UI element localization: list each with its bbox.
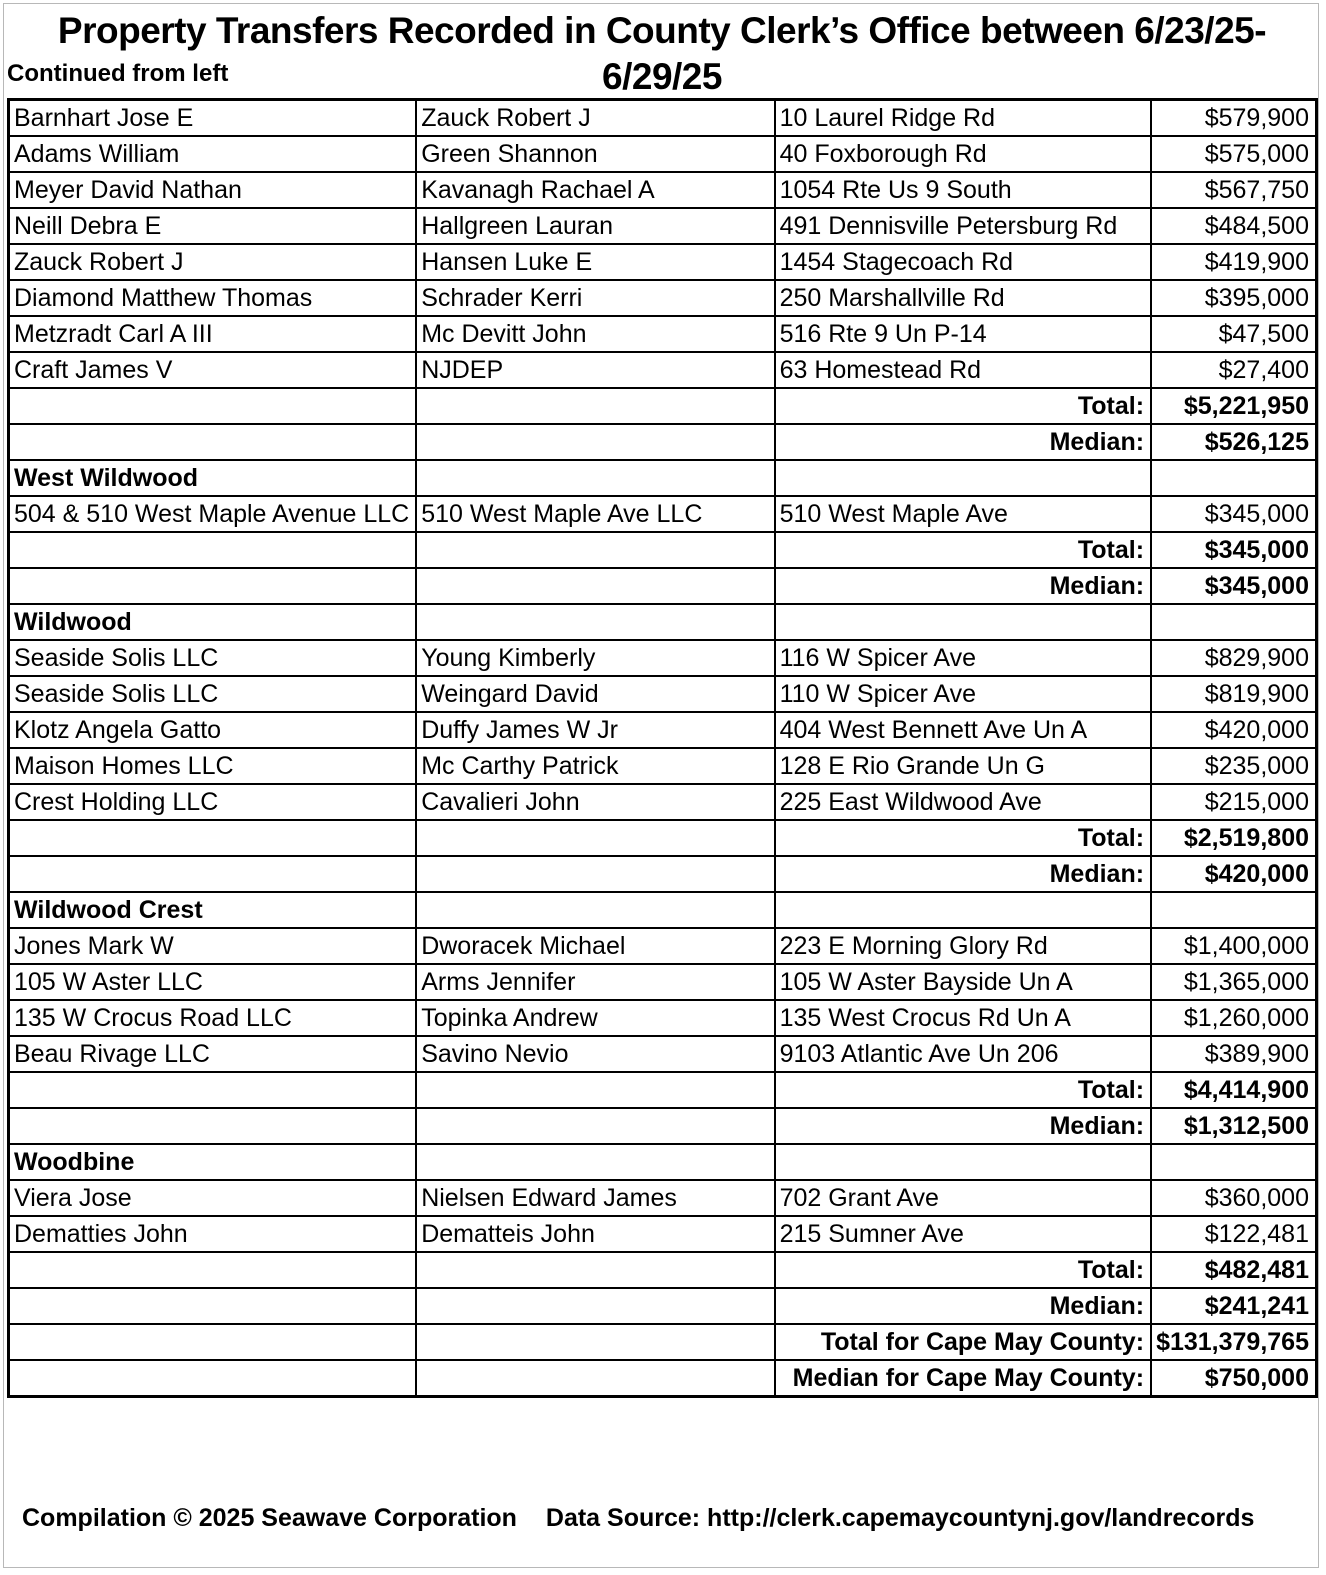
empty-cell bbox=[416, 1072, 774, 1108]
continued-note: Continued from left bbox=[7, 60, 229, 87]
grantor-cell: Seaside Solis LLC bbox=[9, 676, 417, 712]
empty-cell bbox=[416, 892, 774, 928]
price-cell: $47,500 bbox=[1151, 316, 1316, 352]
grantor-cell: Crest Holding LLC bbox=[9, 784, 417, 820]
grantor-cell: Jones Mark W bbox=[9, 928, 417, 964]
grantee-cell: Mc Devitt John bbox=[416, 316, 774, 352]
town-header-row bbox=[9, 1144, 1317, 1180]
grantor-cell: Dematties John bbox=[9, 1216, 417, 1252]
table-row bbox=[9, 244, 1317, 280]
town-name: Wildwood Crest bbox=[9, 892, 417, 928]
grantor-cell: Seaside Solis LLC bbox=[9, 640, 417, 676]
price-cell: $575,000 bbox=[1151, 136, 1316, 172]
summary-value: $241,241 bbox=[1151, 1288, 1316, 1324]
table-row bbox=[9, 136, 1317, 172]
price-cell: $420,000 bbox=[1151, 712, 1316, 748]
address-cell: 63 Homestead Rd bbox=[775, 352, 1151, 388]
empty-cell bbox=[9, 1072, 417, 1108]
summary-label: Total: bbox=[775, 1252, 1151, 1288]
price-cell: $567,750 bbox=[1151, 172, 1316, 208]
table-row bbox=[9, 172, 1317, 208]
address-cell: 40 Foxborough Rd bbox=[775, 136, 1151, 172]
empty-cell bbox=[416, 1288, 774, 1324]
grantee-cell: Topinka Andrew bbox=[416, 1000, 774, 1036]
address-cell: 225 East Wildwood Ave bbox=[775, 784, 1151, 820]
grantor-cell: 135 W Crocus Road LLC bbox=[9, 1000, 417, 1036]
empty-cell bbox=[416, 388, 774, 424]
table-row bbox=[9, 928, 1317, 964]
grantor-cell: Metzradt Carl A III bbox=[9, 316, 417, 352]
price-cell: $829,900 bbox=[1151, 640, 1316, 676]
grantor-cell: Meyer David Nathan bbox=[9, 172, 417, 208]
address-cell: 128 E Rio Grande Un G bbox=[775, 748, 1151, 784]
grantee-cell: Savino Nevio bbox=[416, 1036, 774, 1072]
summary-value: $4,414,900 bbox=[1151, 1072, 1316, 1108]
summary-value: $1,312,500 bbox=[1151, 1108, 1316, 1144]
grantee-cell: NJDEP bbox=[416, 352, 774, 388]
address-cell: 9103 Atlantic Ave Un 206 bbox=[775, 1036, 1151, 1072]
summary-label: Median: bbox=[775, 568, 1151, 604]
address-cell: 1054 Rte Us 9 South bbox=[775, 172, 1151, 208]
page-title: Property Transfers Recorded in County Clerk’s Office between 6/23/25-6/29/25 bbox=[57, 10, 1267, 97]
grantor-cell: Diamond Matthew Thomas bbox=[9, 280, 417, 316]
table-row bbox=[9, 100, 1317, 137]
grantee-cell: Weingard David bbox=[416, 676, 774, 712]
grantor-cell: Maison Homes LLC bbox=[9, 748, 417, 784]
summary-value: $482,481 bbox=[1151, 1252, 1316, 1288]
price-cell: $1,365,000 bbox=[1151, 964, 1316, 1000]
empty-cell bbox=[416, 532, 774, 568]
empty-cell bbox=[1151, 460, 1316, 496]
price-cell: $1,260,000 bbox=[1151, 1000, 1316, 1036]
summary-row bbox=[9, 820, 1317, 856]
document-page bbox=[3, 3, 1319, 1568]
summary-row bbox=[9, 1360, 1317, 1397]
transfers-table-body bbox=[9, 100, 1317, 1397]
summary-value: $5,221,950 bbox=[1151, 388, 1316, 424]
price-cell: $419,900 bbox=[1151, 244, 1316, 280]
table-row bbox=[9, 1180, 1317, 1216]
table-row bbox=[9, 712, 1317, 748]
summary-label: Median: bbox=[775, 856, 1151, 892]
summary-label: Total for Cape May County: bbox=[775, 1324, 1151, 1360]
address-cell: 105 W Aster Bayside Un A bbox=[775, 964, 1151, 1000]
grantee-cell: Cavalieri John bbox=[416, 784, 774, 820]
summary-row bbox=[9, 424, 1317, 460]
grantee-cell: Young Kimberly bbox=[416, 640, 774, 676]
grantee-cell: Nielsen Edward James bbox=[416, 1180, 774, 1216]
empty-cell bbox=[416, 856, 774, 892]
empty-cell bbox=[9, 568, 417, 604]
grantor-cell: Viera Jose bbox=[9, 1180, 417, 1216]
address-cell: 110 W Spicer Ave bbox=[775, 676, 1151, 712]
town-name: West Wildwood bbox=[9, 460, 417, 496]
price-cell: $389,900 bbox=[1151, 1036, 1316, 1072]
summary-row bbox=[9, 532, 1317, 568]
footer bbox=[22, 1502, 1254, 1534]
summary-value: $2,519,800 bbox=[1151, 820, 1316, 856]
price-cell: $215,000 bbox=[1151, 784, 1316, 820]
table-row bbox=[9, 640, 1317, 676]
table-row bbox=[9, 964, 1317, 1000]
empty-cell bbox=[775, 1144, 1151, 1180]
summary-row bbox=[9, 388, 1317, 424]
address-cell: 510 West Maple Ave bbox=[775, 496, 1151, 532]
address-cell: 215 Sumner Ave bbox=[775, 1216, 1151, 1252]
price-cell: $484,500 bbox=[1151, 208, 1316, 244]
copyright-text: Compilation © 2025 Seawave Corporation bbox=[22, 1504, 517, 1532]
summary-row bbox=[9, 856, 1317, 892]
empty-cell bbox=[9, 820, 417, 856]
summary-label: Median: bbox=[775, 424, 1151, 460]
grantee-cell: Arms Jennifer bbox=[416, 964, 774, 1000]
grantee-cell: Green Shannon bbox=[416, 136, 774, 172]
empty-cell bbox=[1151, 1144, 1316, 1180]
grantee-cell: Duffy James W Jr bbox=[416, 712, 774, 748]
empty-cell bbox=[9, 1288, 417, 1324]
summary-label: Total: bbox=[775, 388, 1151, 424]
grantor-cell: 504 & 510 West Maple Avenue LLC bbox=[9, 496, 417, 532]
address-cell: 135 West Crocus Rd Un A bbox=[775, 1000, 1151, 1036]
grantor-cell: Barnhart Jose E bbox=[9, 100, 417, 137]
town-name: Wildwood bbox=[9, 604, 417, 640]
table-row bbox=[9, 1000, 1317, 1036]
summary-label: Median for Cape May County: bbox=[775, 1360, 1151, 1397]
summary-label: Median: bbox=[775, 1108, 1151, 1144]
table-row bbox=[9, 1036, 1317, 1072]
summary-label: Total: bbox=[775, 532, 1151, 568]
address-cell: 116 W Spicer Ave bbox=[775, 640, 1151, 676]
empty-cell bbox=[416, 460, 774, 496]
empty-cell bbox=[9, 388, 417, 424]
grantor-cell: 105 W Aster LLC bbox=[9, 964, 417, 1000]
empty-cell bbox=[775, 460, 1151, 496]
table-row bbox=[9, 496, 1317, 532]
grantee-cell: Schrader Kerri bbox=[416, 280, 774, 316]
town-name: Woodbine bbox=[9, 1144, 417, 1180]
grantee-cell: 510 West Maple Ave LLC bbox=[416, 496, 774, 532]
price-cell: $819,900 bbox=[1151, 676, 1316, 712]
empty-cell bbox=[1151, 604, 1316, 640]
address-cell: 250 Marshallville Rd bbox=[775, 280, 1151, 316]
price-cell: $122,481 bbox=[1151, 1216, 1316, 1252]
empty-cell bbox=[416, 1252, 774, 1288]
empty-cell bbox=[416, 1108, 774, 1144]
table-row bbox=[9, 1216, 1317, 1252]
empty-cell bbox=[1151, 892, 1316, 928]
table-row bbox=[9, 676, 1317, 712]
empty-cell bbox=[775, 892, 1151, 928]
summary-value: $420,000 bbox=[1151, 856, 1316, 892]
transfers-table bbox=[7, 98, 1318, 1398]
empty-cell bbox=[416, 820, 774, 856]
price-cell: $1,400,000 bbox=[1151, 928, 1316, 964]
price-cell: $345,000 bbox=[1151, 496, 1316, 532]
grantee-cell: Dematteis John bbox=[416, 1216, 774, 1252]
summary-row bbox=[9, 1324, 1317, 1360]
summary-row bbox=[9, 1252, 1317, 1288]
summary-label: Median: bbox=[775, 1288, 1151, 1324]
summary-value: $345,000 bbox=[1151, 568, 1316, 604]
grantor-cell: Adams William bbox=[9, 136, 417, 172]
empty-cell bbox=[9, 1324, 417, 1360]
grantor-cell: Beau Rivage LLC bbox=[9, 1036, 417, 1072]
summary-label: Total: bbox=[775, 820, 1151, 856]
empty-cell bbox=[9, 1252, 417, 1288]
address-cell: 491 Dennisville Petersburg Rd bbox=[775, 208, 1151, 244]
table-row bbox=[9, 208, 1317, 244]
summary-row bbox=[9, 1288, 1317, 1324]
empty-cell bbox=[775, 604, 1151, 640]
data-source-text: Data Source: http://clerk.capemaycountynj.gov/landrecords bbox=[545, 1504, 1255, 1532]
empty-cell bbox=[416, 1144, 774, 1180]
empty-cell bbox=[9, 532, 417, 568]
grantor-cell: Klotz Angela Gatto bbox=[9, 712, 417, 748]
grantee-cell: Hallgreen Lauran bbox=[416, 208, 774, 244]
empty-cell bbox=[416, 1324, 774, 1360]
price-cell: $579,900 bbox=[1151, 100, 1316, 137]
price-cell: $235,000 bbox=[1151, 748, 1316, 784]
summary-row bbox=[9, 1072, 1317, 1108]
grantee-cell: Hansen Luke E bbox=[416, 244, 774, 280]
summary-value: $526,125 bbox=[1151, 424, 1316, 460]
grantor-cell: Neill Debra E bbox=[9, 208, 417, 244]
empty-cell bbox=[9, 1108, 417, 1144]
empty-cell bbox=[416, 568, 774, 604]
address-cell: 10 Laurel Ridge Rd bbox=[775, 100, 1151, 137]
grantor-cell: Zauck Robert J bbox=[9, 244, 417, 280]
grantee-cell: Dworacek Michael bbox=[416, 928, 774, 964]
town-header-row bbox=[9, 460, 1317, 496]
summary-value: $345,000 bbox=[1151, 532, 1316, 568]
address-cell: 404 West Bennett Ave Un A bbox=[775, 712, 1151, 748]
empty-cell bbox=[416, 1360, 774, 1397]
address-cell: 1454 Stagecoach Rd bbox=[775, 244, 1151, 280]
grantor-cell: Craft James V bbox=[9, 352, 417, 388]
table-row bbox=[9, 280, 1317, 316]
grantee-cell: Kavanagh Rachael A bbox=[416, 172, 774, 208]
table-row bbox=[9, 316, 1317, 352]
price-cell: $360,000 bbox=[1151, 1180, 1316, 1216]
table-row bbox=[9, 784, 1317, 820]
town-header-row bbox=[9, 892, 1317, 928]
empty-cell bbox=[416, 604, 774, 640]
empty-cell bbox=[9, 424, 417, 460]
empty-cell bbox=[9, 856, 417, 892]
price-cell: $27,400 bbox=[1151, 352, 1316, 388]
summary-row bbox=[9, 568, 1317, 604]
address-cell: 702 Grant Ave bbox=[775, 1180, 1151, 1216]
grantee-cell: Zauck Robert J bbox=[416, 100, 774, 137]
table-row bbox=[9, 352, 1317, 388]
address-cell: 223 E Morning Glory Rd bbox=[775, 928, 1151, 964]
summary-label: Total: bbox=[775, 1072, 1151, 1108]
summary-value: $131,379,765 bbox=[1151, 1324, 1316, 1360]
empty-cell bbox=[416, 424, 774, 460]
address-cell: 516 Rte 9 Un P-14 bbox=[775, 316, 1151, 352]
grantee-cell: Mc Carthy Patrick bbox=[416, 748, 774, 784]
price-cell: $395,000 bbox=[1151, 280, 1316, 316]
summary-value: $750,000 bbox=[1151, 1360, 1316, 1397]
empty-cell bbox=[9, 1360, 417, 1397]
table-row bbox=[9, 748, 1317, 784]
town-header-row bbox=[9, 604, 1317, 640]
summary-row bbox=[9, 1108, 1317, 1144]
